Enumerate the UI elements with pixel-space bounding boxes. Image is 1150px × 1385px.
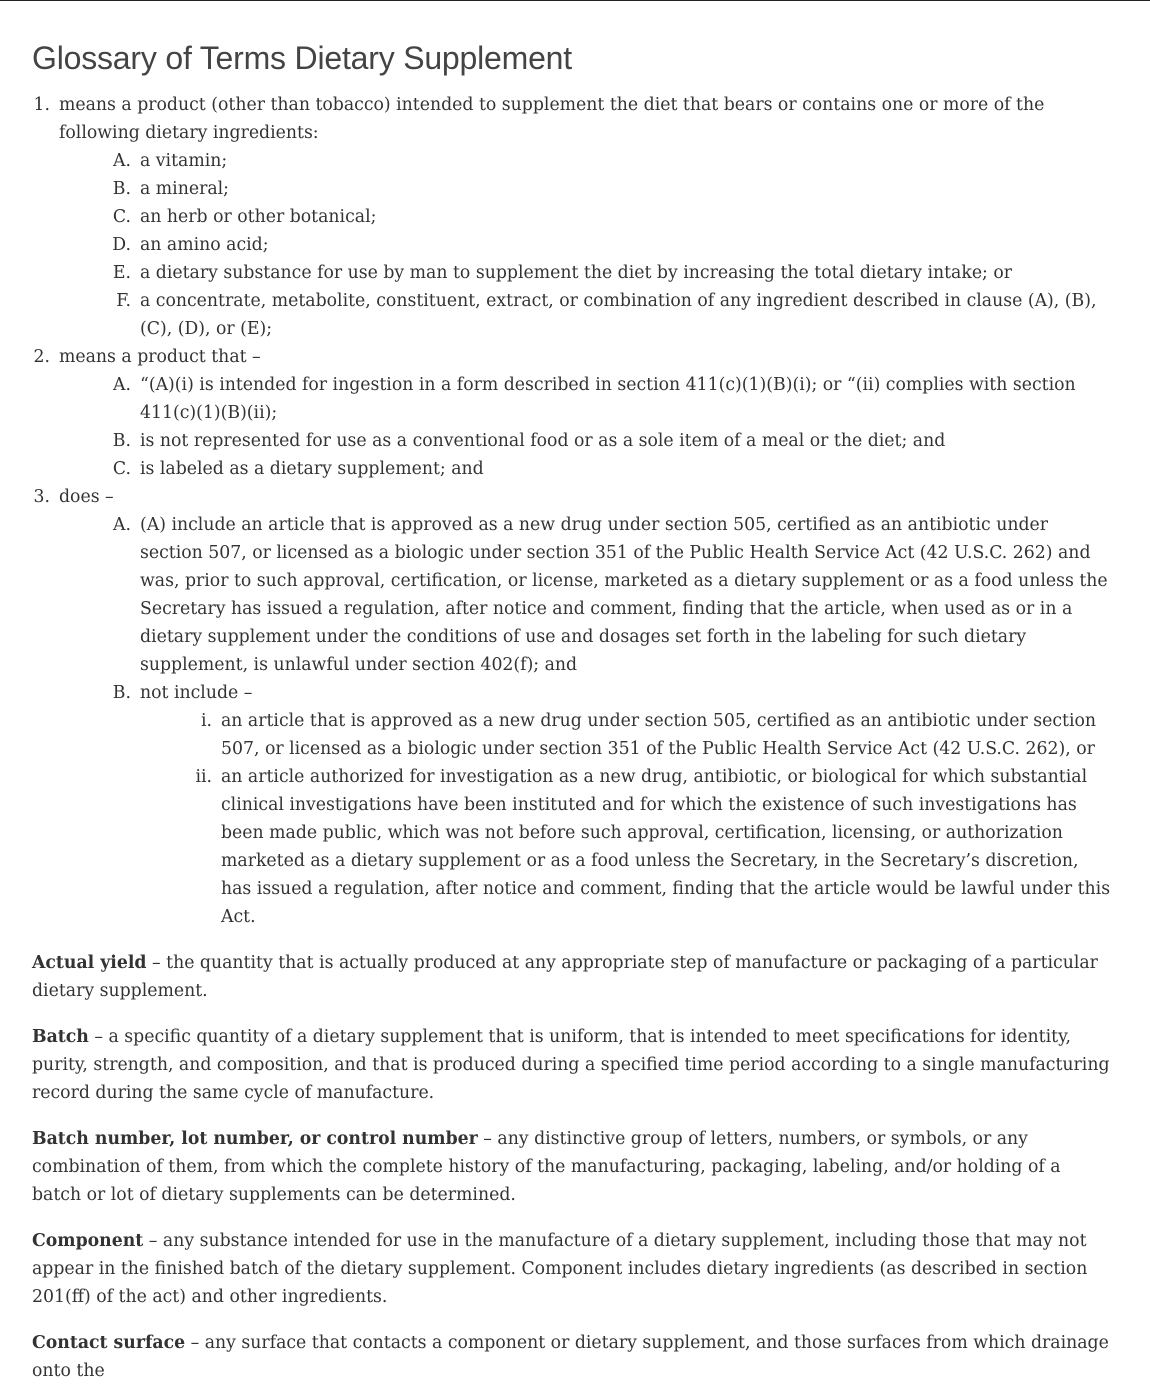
- list-item: [86, 371, 1114, 427]
- list-item-text: (A) include an article that is approved as a new drug under section 505, certified as an antibiotic under section 507, or licensed as a biologic under section 351 of the Public Health Service Act (42 U.S.C. 262) and was, prior to such approval, certification, or license, marketed as a dietary supplement or as a food unless the Secretary has issued a regulation, after notice and comment, finding that the article, when used as or in a dietary supplement under the conditions of use and dosages set forth in the labeling for such dietary supplement, is unlawful under section 402(f); and: [140, 515, 1108, 675]
- list-marker: C.: [112, 207, 131, 227]
- list-marker: 3.: [33, 487, 50, 507]
- glossary-definition: – the quantity that is actually produced at any appropriate step of manufacture or packaging of a particular dietary supplement.: [32, 953, 1098, 1001]
- glossary-definition: – any surface that contacts a component or dietary supplement, and those surfaces from which drainage onto the: [32, 1333, 1109, 1381]
- glossary-entry: [32, 1023, 1114, 1107]
- list-item-text: an herb or other botanical;: [140, 207, 377, 227]
- list-marker: A.: [113, 515, 131, 535]
- glossary-term: Actual yield: [32, 953, 147, 973]
- glossary-definition: – a specific quantity of a dietary supplement that is uniform, that is intended to meet specifications for identity, purity, strength, and composition, and that is produced during a specified time period according to a single manufacturing record during the same cycle of manufacture.: [32, 1027, 1110, 1103]
- list-item: [86, 175, 1114, 203]
- sub-list: [86, 511, 1114, 931]
- page-title: Glossary of Terms Dietary Supplement: [32, 40, 572, 76]
- list-marker: B.: [112, 431, 131, 451]
- list-item-text: is labeled as a dietary supplement; and: [140, 459, 484, 479]
- glossary-term: Component: [32, 1231, 144, 1251]
- list-item-text: does –: [59, 487, 114, 507]
- list-item-text: is not represented for use as a conventional food or as a sole item of a meal or the diet; and: [140, 431, 946, 451]
- list-item: [86, 231, 1114, 259]
- glossary-term: Batch number, lot number, or control number: [32, 1129, 478, 1149]
- glossary-term: Batch: [32, 1027, 89, 1047]
- sub-list: [86, 371, 1114, 483]
- glossary-entry: [32, 949, 1114, 1005]
- glossary-term: Contact surface: [32, 1333, 186, 1353]
- list-item: [86, 287, 1114, 343]
- glossary-page: [0, 38, 1150, 1385]
- list-item: [86, 455, 1114, 483]
- definition-list: [32, 91, 1114, 931]
- list-item-text: an amino acid;: [140, 235, 269, 255]
- list-marker: E.: [112, 263, 131, 283]
- list-marker: B.: [112, 683, 131, 703]
- list-item: [86, 763, 1114, 931]
- list-item-text: an article authorized for investigation as a new drug, antibiotic, or biological for which substantial clinical investigations have been instituted and for which the existence of such investigations has been made public, which was not before such approval, certification, licensing, or authorization marketed as a dietary supplement or as a food unless the Secretary, in the Secretary’s discretion, has issued a regulation, after notice and comment, finding that the article would be lawful under this Act.: [221, 767, 1111, 927]
- list-item: [32, 343, 1114, 483]
- list-marker: 1.: [33, 95, 50, 115]
- list-marker: ii.: [195, 767, 212, 787]
- glossary-entry: [32, 1227, 1114, 1311]
- list-item-text: not include –: [140, 683, 253, 703]
- list-item-text: means a product (other than tobacco) intended to supplement the diet that bears or contains one or more of the following dietary ingredients:: [59, 95, 1045, 143]
- glossary-entry: [32, 1125, 1114, 1209]
- glossary-definition: – any substance intended for use in the manufacture of a dietary supplement, including those that may not appear in the finished batch of the dietary supplement. Component includes dietary ingredients (as described in section 201(ff) of the act) and other ingredients.: [32, 1231, 1088, 1307]
- list-item-text: a concentrate, metabolite, constituent, extract, or combination of any ingredient described in clause (A), (B), (C), (D), or (E);: [140, 291, 1097, 339]
- glossary-entry: [32, 1329, 1114, 1385]
- list-marker: B.: [112, 179, 131, 199]
- list-item: [32, 483, 1114, 931]
- list-marker: A.: [113, 151, 131, 171]
- sub-list: [86, 147, 1114, 343]
- list-marker: 2.: [33, 347, 50, 367]
- list-marker: A.: [113, 375, 131, 395]
- list-marker: F.: [116, 291, 131, 311]
- list-marker: C.: [112, 459, 131, 479]
- list-item: [32, 91, 1114, 343]
- list-marker: D.: [112, 235, 131, 255]
- list-item: [86, 203, 1114, 231]
- glossary-definition: – any distinctive group of letters, numbers, or symbols, or any combination of them, from which the complete history of the manufacturing, packaging, labeling, and/or holding of a batch or lot of dietary supplements can be determined.: [32, 1129, 1061, 1205]
- list-item: [86, 511, 1114, 679]
- list-item: [86, 679, 1114, 931]
- list-item-text: a vitamin;: [140, 151, 228, 171]
- list-item-text: means a product that –: [59, 347, 261, 367]
- list-item: [86, 259, 1114, 287]
- list-item-text: an article that is approved as a new drug under section 505, certified as an antibiotic under section 507, or licensed as a biologic under section 351 of the Public Health Service Act (42 U.S.C. 262), or: [221, 711, 1097, 759]
- sub-sub-list: [86, 707, 1114, 931]
- list-item: [86, 427, 1114, 455]
- list-item-text: “(A)(i) is intended for ingestion in a form described in section 411(c)(1)(B)(i); or “(ii) complies with section 411(c)(1)(B)(ii);: [140, 375, 1076, 423]
- list-item: [86, 707, 1114, 763]
- list-item: [86, 147, 1114, 175]
- list-item-text: a mineral;: [140, 179, 229, 199]
- list-item-text: a dietary substance for use by man to supplement the diet by increasing the total dietary intake; or: [140, 263, 1013, 283]
- list-marker: i.: [200, 711, 212, 731]
